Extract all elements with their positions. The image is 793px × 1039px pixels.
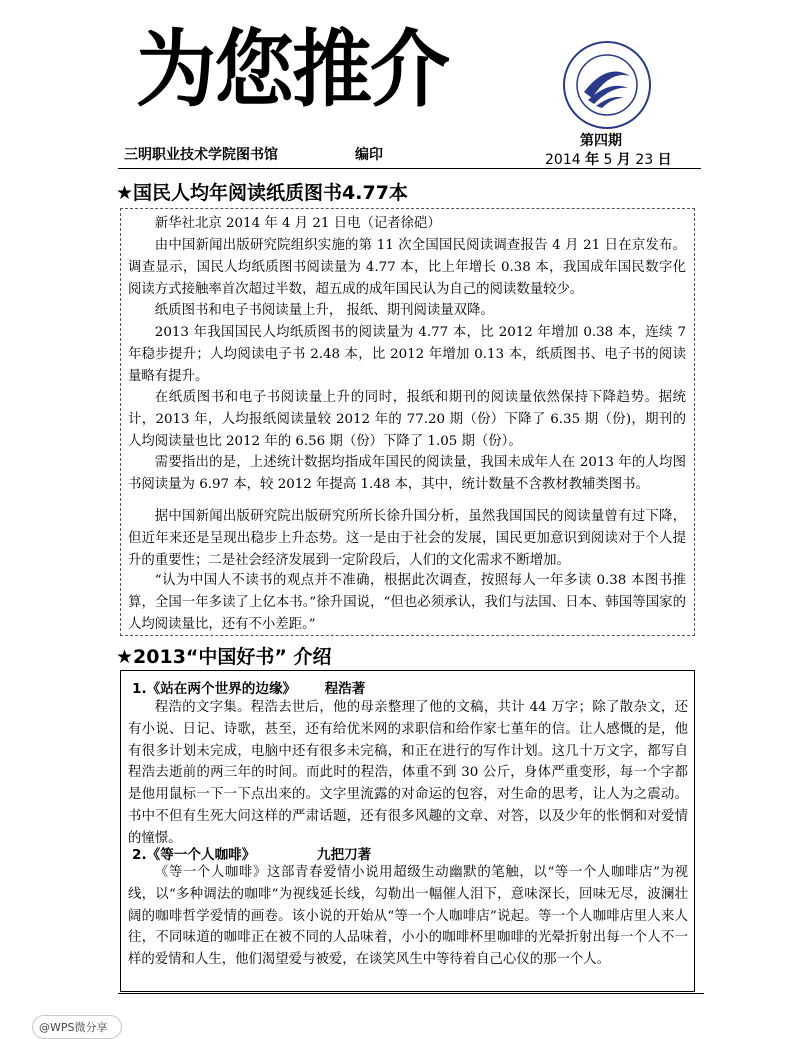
section1-quote: “认为中国人不读书的观点并不准确，根据此次调查，按照每人一年多读 0.38 本图书推算，全国一年多读了上亿本书。”徐升国说，“但也必须承认，我们与法国、日本、韩国等国家的人均阅读量比，还有不小差距。” — [128, 573, 686, 632]
book-1-title: 1.《站在两个世界的边缘》 — [132, 681, 297, 697]
book-2-author: 九把刀著 — [316, 847, 372, 863]
section1-heading: ★国民人均年阅读纸质图书4.77本 — [116, 182, 408, 204]
book-1-header — [132, 677, 365, 697]
section2-heading: ★2013“中国好书” 介绍 — [116, 646, 332, 668]
section1-paragraph: 需要指出的是，上述统计数据均指成年国民的阅读量，我国未成年人在 2013 年的人均图书阅读量为 6.97 本，较 2012 年提高 1.48 本，其中，统计数量不含教材教辅类图书。 — [128, 455, 686, 492]
book-2-description: 《等一个人咖啡》这部青春爱情小说用超级生动幽默的笔触，以“等一个人咖啡店”为视线，以“多种调法的咖啡”为视线延长线，勾勒出一幅催人泪下，意味深长，回味无尽，波澜壮阔的咖啡哲学爱情的画卷。该小说的开始从“等一个人咖啡店”说起。等一个人咖啡店里人来人往，不同味道的咖啡正在被不同的人品味着，小小的咖啡杯里咖啡的光晕折射出每一个人不一样的爱情和人生，他们渴望爱与被爱，在谈笑风生中等待着自己心仪的那一个人。 — [128, 865, 688, 968]
book-2-header — [132, 843, 371, 863]
book-1-author: 程浩著 — [324, 681, 366, 697]
date-year: 2014 — [545, 152, 581, 168]
book-1-description: 程浩的文字集。程浩去世后，他的母亲整理了他的文稿，共计 44 万字；除了散杂文，还有小说、日记、诗歌，甚至，还有给优米网的求职信和给作家七堇年的信。让人感慨的是，他有很多计划未完成，电脑中还有很多未完稿，和正在进行的写作计划。这几十万文字，都写自程浩去逝前的两三年的时间。而此时的程浩，体重不到 30 公斤，身体严重变形，每一个字都是他用鼠标一下一下点出来的。文字里流露的对命运的包容，对生命的思考，让人为之震动。书中不但有生死大问这样的严肃话题，还有很多风趣的文章、对答，以及少年的怅惘和对爱情的憧憬。 — [128, 700, 688, 846]
date-month-unit: 月 — [616, 152, 631, 168]
date-day-unit: 日 — [657, 152, 672, 168]
date-year-unit: 年 — [585, 152, 600, 168]
issue-date — [545, 149, 672, 169]
book-2-title: 2.《等一个人咖啡》 — [132, 847, 256, 863]
date-day: 23 — [635, 152, 654, 168]
masthead-title: 为您推介 — [136, 20, 448, 119]
section1-paragraph: 2013 年我国国民人均纸质图书的阅读量为 4.77 本，比 2012 年增加 0.38 本，连续 7 年稳步提升；人均阅读电子书 2.48 本，比 2012 年增加 0.13 本，纸质图书、电子书的阅读量略有提升。 — [128, 325, 686, 384]
section1-paragraph: 据中国新闻出版研究院出版研究所所长徐升国分析，虽然我国国民的阅读量曾有过下降，但近年来还是呈现出稳步上升态势。这一是由于社会的发展，国民更加意识到阅读对于个人提升的重要性；二是社会经济发展到一定阶段后，人们的文化需求不断增加。 — [128, 509, 686, 568]
section1-paragraph: 由中国新闻出版研究院组织实施的第 11 次全国国民阅读调查报告 4 月 21 日在京发布。调查显示，国民人均纸质图书阅读量为 4.77 本，比上年增长 0.38 本，我国成年国民数字化阅读方式接触率首次超过半数，超五成的成年国民认为自己的阅读数量较少。 — [128, 238, 686, 297]
wps-share-watermark[interactable]: @WPS微分享 — [32, 1015, 122, 1039]
section1-paragraph: 纸质图书和电子书阅读量上升， 报纸、期刊阅读量双降。 — [154, 303, 494, 318]
issue-number: 第四期 — [580, 133, 622, 149]
masthead-rule — [118, 168, 701, 169]
bottom-rule — [118, 993, 704, 994]
section1-dateline: 新华社北京 2014 年 4 月 21 日电（记者徐硙） — [154, 216, 441, 231]
library-name: 三明职业技术学院图书馆 — [124, 147, 278, 163]
compiled-label: 编印 — [355, 147, 383, 163]
section1-paragraph: 在纸质图书和电子书阅读量上升的同时，报纸和期刊的阅读量依然保持下降趋势。据统计，2013 年，人均报纸阅读量较 2012 年的 77.20 期（份）下降了 6.35 期（份)，期刊的人均阅读量也比 2012 年的 6.56 期（份）下降了 1.05 期（份）。 — [128, 390, 686, 449]
college-logo — [562, 40, 652, 130]
date-month: 5 — [603, 152, 613, 168]
